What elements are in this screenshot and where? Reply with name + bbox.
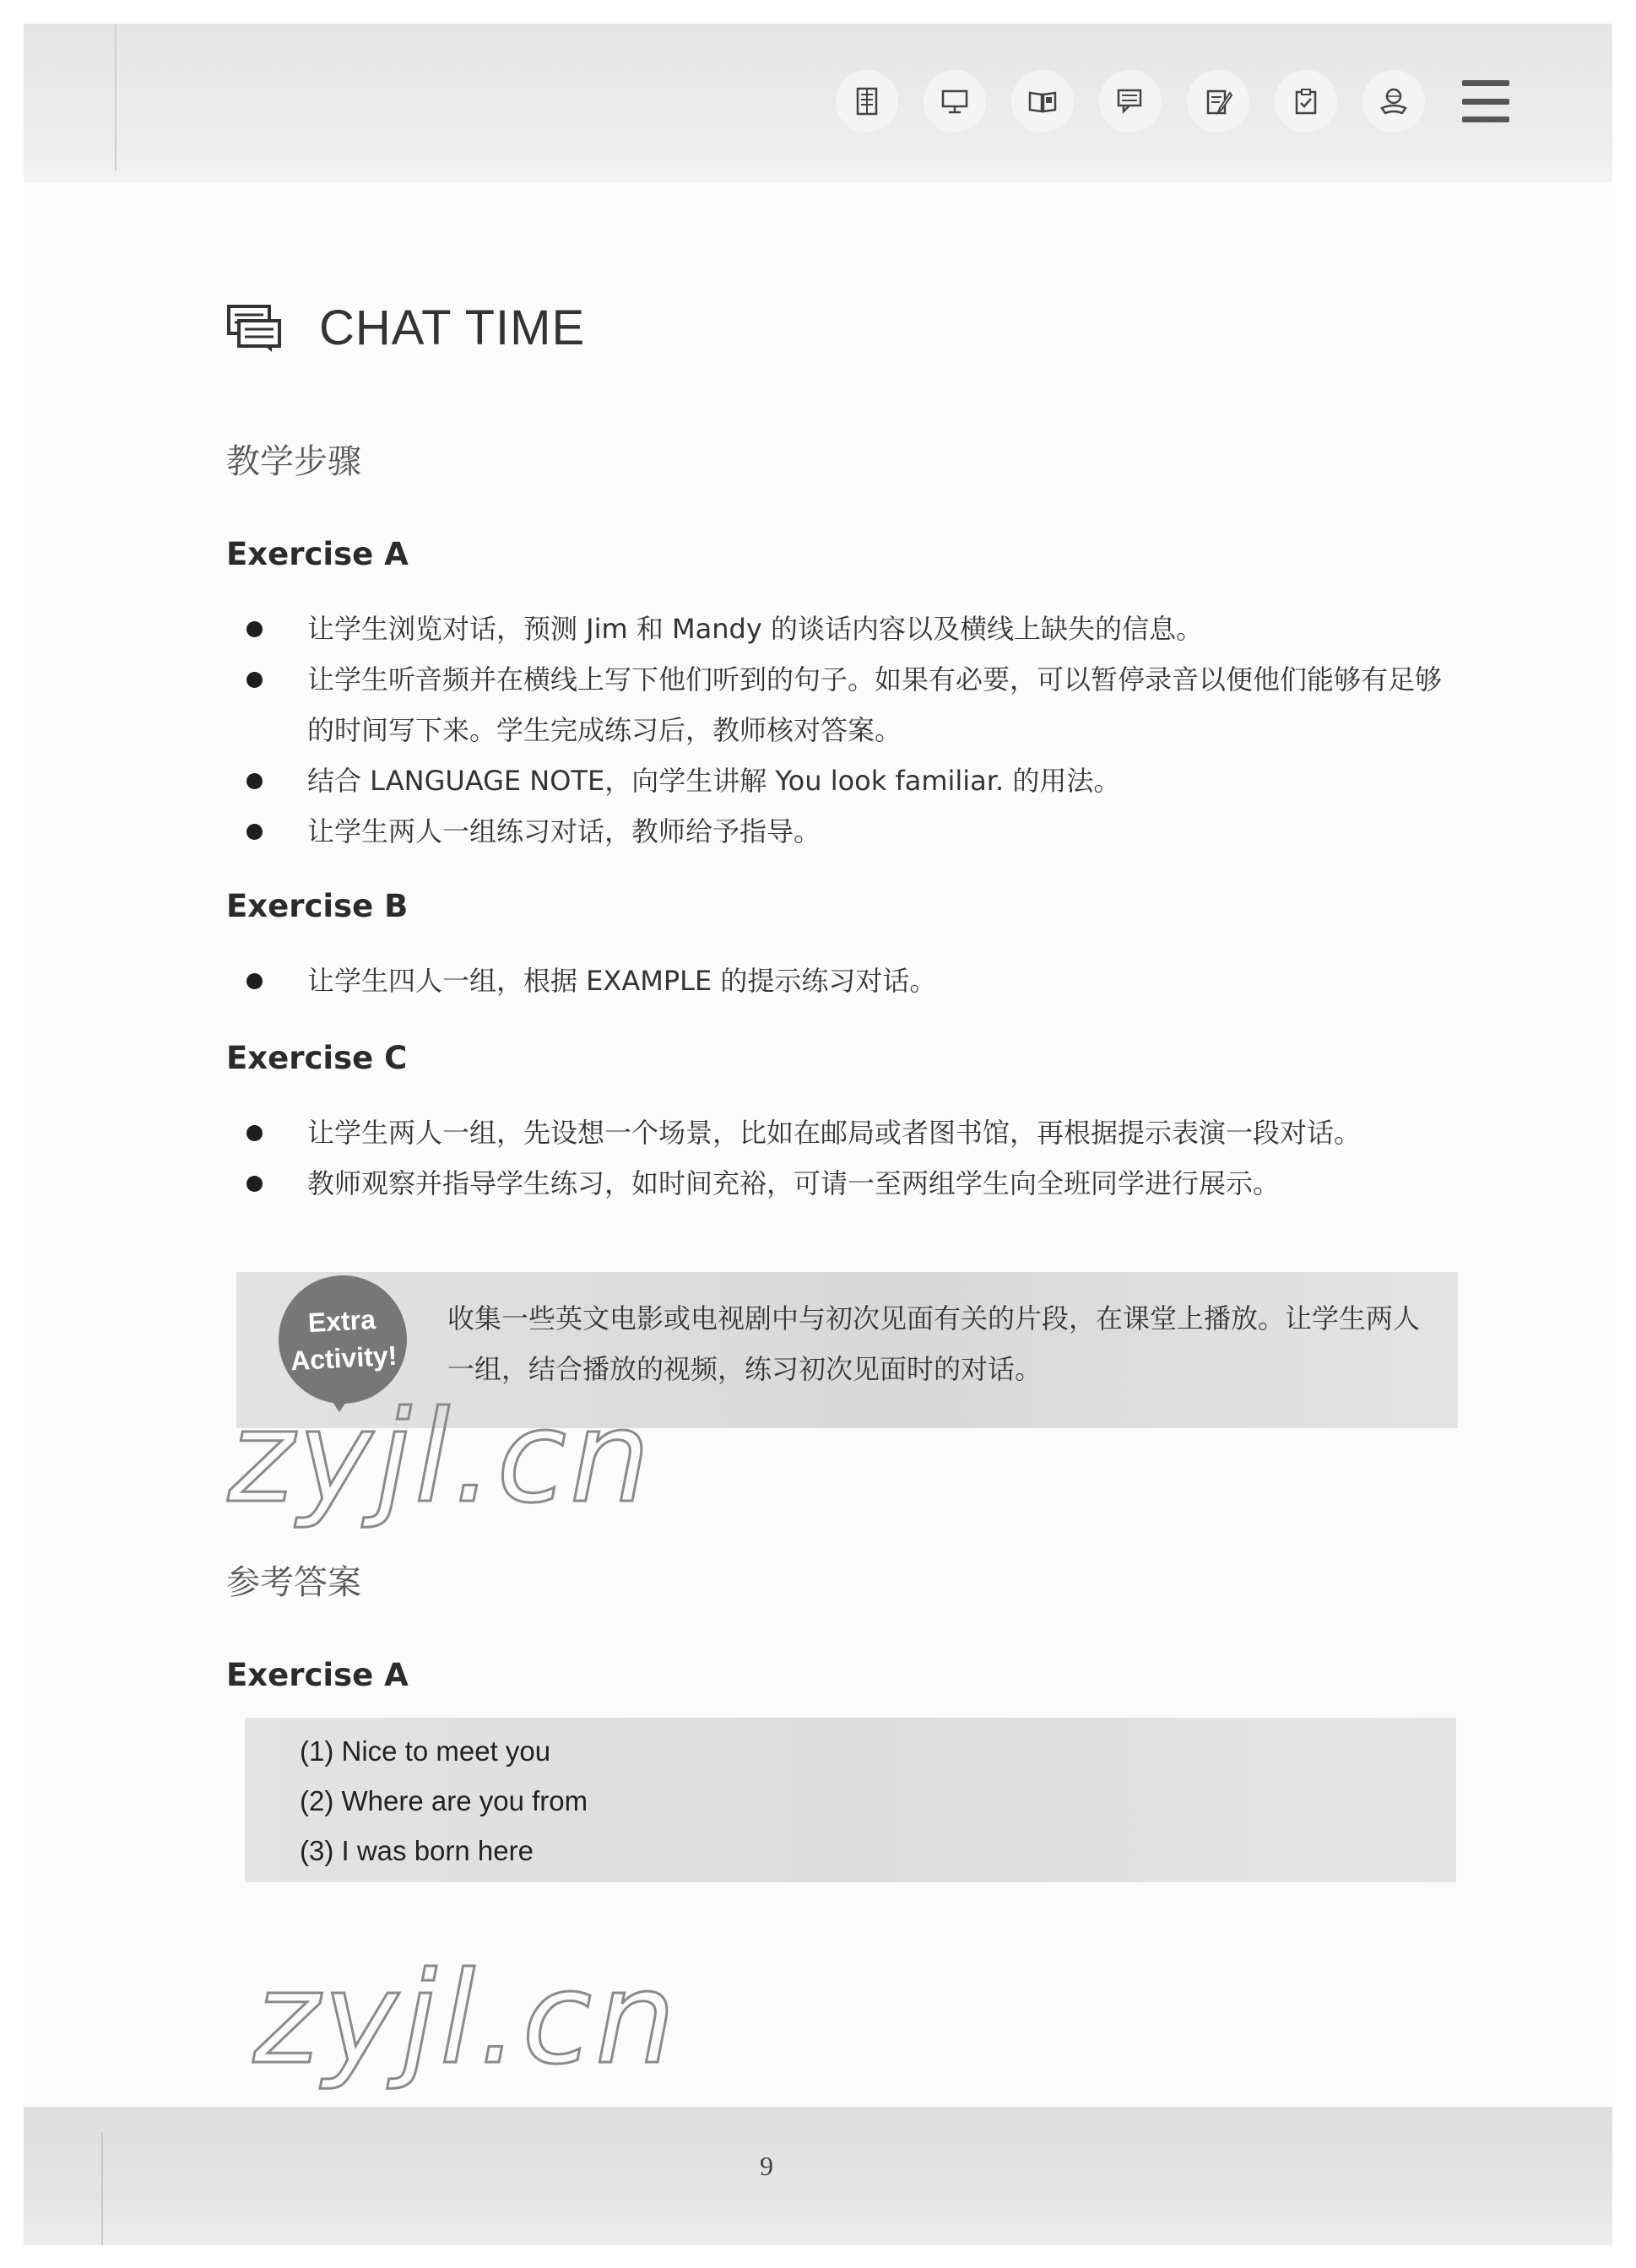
- badge-line-1: Extra: [306, 1303, 376, 1339]
- list-item: [226, 755, 1459, 806]
- answer-item: (3) I was born here: [300, 1835, 534, 1866]
- step-text: 让学生浏览对话，预测 Jim 和 Mandy 的谈话内容以及横线上缺失的信息。: [307, 613, 1203, 645]
- list-item: [226, 654, 1459, 755]
- exercise-a-heading: Exercise A: [226, 536, 409, 572]
- watermark: zyjl.cn: [253, 1946, 680, 2092]
- list-item: [226, 1158, 1459, 1209]
- bullet-dot: [246, 973, 263, 989]
- answers-exercise-a-heading: Exercise A: [226, 1657, 409, 1693]
- exercise-a-steps: [226, 604, 1459, 857]
- menu-bar: [1462, 116, 1509, 122]
- answer-list: [300, 1726, 588, 1876]
- exercise-c-steps: [226, 1107, 1459, 1209]
- exercise-b-steps: [226, 955, 1459, 1006]
- book-pages-icon[interactable]: [836, 70, 898, 133]
- step-text: 让学生听音频并在横线上写下他们听到的句子。如果有必要，可以暂停录音以便他们能够有足够的时间写下来。学生完成练习后，教师核对答案。: [307, 663, 1443, 746]
- chat-icon[interactable]: [1099, 70, 1162, 133]
- section-title: CHAT TIME: [319, 300, 586, 355]
- step-text: 让学生两人一组练习对话，教师给予指导。: [307, 815, 821, 847]
- step-text: 教师观察并指导学生练习，如时间充裕，可请一至两组学生向全班同学进行展示。: [307, 1167, 1281, 1199]
- menu-bar: [1462, 80, 1509, 86]
- monitor-icon[interactable]: [924, 70, 986, 133]
- list-item: [226, 806, 1459, 857]
- exercise-b-heading: Exercise B: [226, 888, 409, 924]
- header-divider: [115, 24, 116, 171]
- footer-divider: [101, 2132, 103, 2245]
- exercise-c-heading: Exercise C: [226, 1040, 408, 1076]
- section-header: [226, 300, 585, 356]
- clipboard-icon[interactable]: [1275, 70, 1337, 133]
- answers-heading: 参考答案: [226, 1563, 361, 1602]
- list-item: [226, 1107, 1459, 1158]
- bullet-dot: [246, 1125, 263, 1141]
- writing-icon[interactable]: [1187, 70, 1249, 133]
- bullet-dot: [246, 773, 263, 789]
- globe-hand-icon[interactable]: [1362, 70, 1425, 133]
- watermark: zyjl.cn: [228, 1384, 654, 1531]
- step-text: 让学生四人一组，根据 EXAMPLE 的提示练习对话。: [307, 965, 937, 997]
- answer-item: (1) Nice to meet you: [300, 1735, 551, 1767]
- bullet-dot: [246, 672, 263, 688]
- menu-bar: [1462, 99, 1509, 105]
- page-number: 9: [760, 2151, 773, 2181]
- open-book-icon[interactable]: [1011, 70, 1074, 133]
- menu-icon[interactable]: [1462, 80, 1509, 122]
- list-item: [226, 955, 1459, 1006]
- answer-item: (2) Where are you from: [300, 1785, 588, 1816]
- footer-band: [24, 2107, 1612, 2245]
- step-text: 结合 LANGUAGE NOTE，向学生讲解 You look familiar. 的用法。: [307, 765, 1121, 797]
- bullet-dot: [246, 621, 263, 637]
- badge-line-2: Activity!: [290, 1340, 398, 1377]
- extra-activity-text: 收集一些英文电影或电视剧中与初次见面有关的片段，在课堂上播放。让学生两人一组，结合播放的视频，练习初次见面时的对话。: [447, 1302, 1421, 1385]
- teaching-steps-heading: 教学步骤: [226, 442, 361, 481]
- bullet-dot: [246, 824, 263, 840]
- chat-bubbles-icon: [226, 304, 282, 353]
- step-text: 让学生两人一组，先设想一个场景，比如在邮局或者图书馆，再根据提示表演一段对话。: [307, 1117, 1362, 1149]
- bullet-dot: [246, 1176, 263, 1192]
- list-item: [226, 604, 1459, 654]
- nav-icon-bar: [836, 68, 1509, 135]
